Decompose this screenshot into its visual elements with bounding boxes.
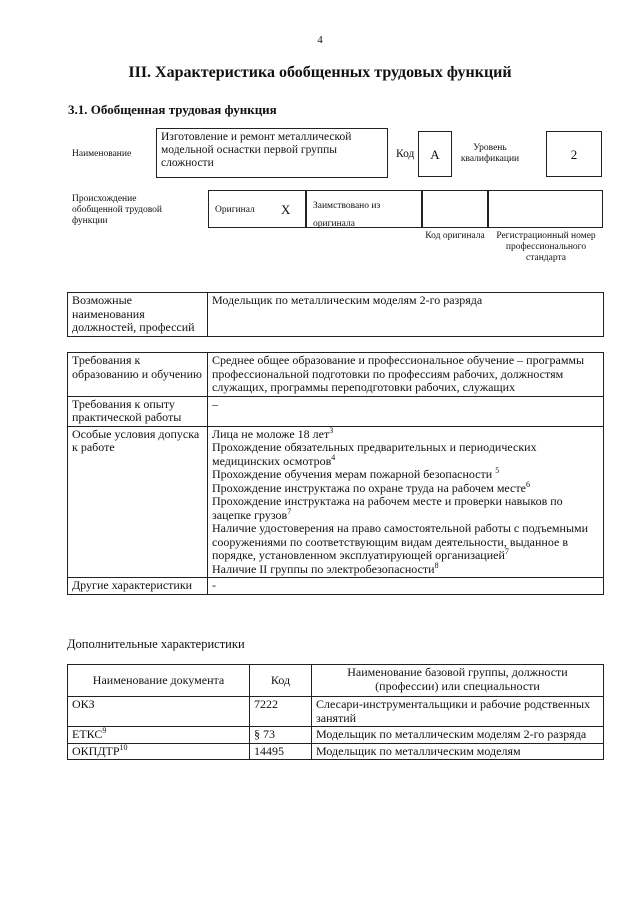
positions-value: Модельщик по металлическим моделям 2-го разряда (208, 293, 604, 337)
admission-line: Прохождение инструктажа на рабочем месте и проверки навыков по зацепке грузов$^7$ (212, 494, 563, 522)
code-original-caption: Код оригинала (425, 231, 485, 241)
header-code: Код (250, 665, 312, 697)
header-doc: Наименование документа (68, 665, 250, 697)
doc-cell: ОКЗ (68, 697, 250, 727)
requirements-row (68, 426, 604, 578)
original-mark: Х (281, 202, 291, 217)
other-label: Другие характеристики (68, 578, 208, 595)
name-label: Наименование (72, 149, 132, 159)
education-label: Требования к образованию и обучению (68, 353, 208, 397)
table-row (68, 697, 604, 727)
subsection-title: 3.1. Обобщенная трудовая функция (68, 102, 277, 117)
admission-value (208, 426, 604, 578)
original-label: Оригинал (215, 205, 255, 215)
requirements-row (68, 578, 604, 595)
function-name-value: Изготовление и ремонт металлической модельной оснастки первой группы сложности (161, 131, 352, 169)
positions-table (67, 292, 604, 337)
name-cell: Модельщик по металлическим моделям (312, 743, 604, 760)
level-value-box (546, 131, 602, 177)
level-label: Уровень квалификации (460, 143, 520, 164)
positions-label: Возможные наименования должностей, профессий (68, 293, 208, 337)
admission-label: Особые условия допуска к работе (68, 426, 208, 578)
name-cell: Модельщик по металлическим моделям 2-го разряда (312, 727, 604, 744)
reg-number-cell (488, 190, 603, 228)
original-cell (208, 190, 306, 228)
admission-line: Прохождение инструктажа по охране труда на рабочем месте$^6$ (212, 479, 530, 495)
borrowed-cell (306, 190, 422, 228)
admission-line: Наличие II группы по электробезопасности$^8$ (212, 560, 439, 576)
requirements-table (67, 352, 604, 595)
doc-cell: ЕТКС$^9$ (68, 727, 250, 744)
level-value: 2 (570, 147, 578, 162)
admission-line: Лица не моложе 18 лет$^3$ (212, 425, 334, 441)
header-name: Наименование базовой группы, должности (профессии) или специальности (312, 665, 604, 697)
doc-cell: ОКПДТР$^{10}$ (68, 743, 250, 760)
page-number: 4 (317, 34, 323, 46)
experience-label: Требования к опыту практической работы (68, 396, 208, 426)
positions-row (68, 293, 604, 337)
code-cell: § 73 (250, 727, 312, 744)
code-value: А (430, 147, 440, 162)
additional-header-row (68, 665, 604, 697)
code-original-cell (422, 190, 488, 228)
requirements-row (68, 396, 604, 426)
origin-label: Происхождение обобщенной трудовой функции (72, 194, 162, 226)
experience-value: – (208, 396, 604, 426)
name-cell: Слесари-инструментальщики и рабочие родственных занятий (312, 697, 604, 727)
code-cell: 14495 (250, 743, 312, 760)
table-row (68, 743, 604, 760)
reg-number-caption: Регистрационный номер профессионального стандарта (496, 231, 596, 263)
code-value-box (418, 131, 452, 177)
code-cell: 7222 (250, 697, 312, 727)
section-title: III. Характеристика обобщенных трудовых функций (128, 64, 512, 81)
borrowed-label: Заимствовано из оригинала (313, 201, 381, 229)
function-name-box (156, 128, 388, 178)
admission-line: Прохождение обучения мерам пожарной безопасности $^5$ (212, 466, 500, 481)
other-value: - (208, 578, 604, 595)
additional-title: Дополнительные характеристики (67, 637, 245, 651)
requirements-row (68, 353, 604, 397)
additional-table (67, 664, 604, 760)
code-label: Код (396, 148, 415, 160)
admission-line: Прохождение обязательных предварительных и периодических медицинских осмотров$^4$ (212, 440, 537, 468)
education-value: Среднее общее образование и профессиональное обучение – программы профессиональной подготовки по профессиям рабочих, должностям служащих, программы переподготовки рабочих, служащих (208, 353, 604, 397)
table-row (68, 727, 604, 744)
admission-line: Наличие удостоверения на право самостоятельной работы с подъемными сооружениями по соответствующим видам деятельности, выданное в порядке, установленном эксплуатирующей организацией$^7$ (212, 521, 589, 562)
